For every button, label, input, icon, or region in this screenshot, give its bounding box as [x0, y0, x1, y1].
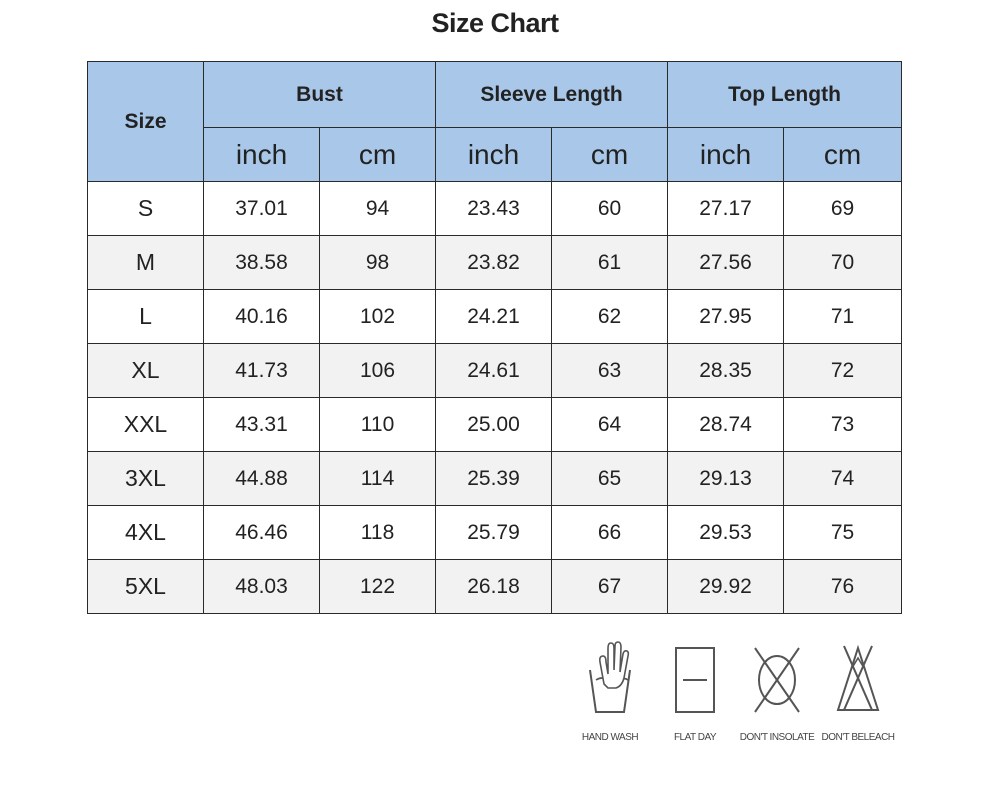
care-item-do-not-bleach [803, 640, 913, 743]
table-cell: 71 [784, 290, 902, 344]
size-cell: 4XL [88, 506, 204, 560]
table-cell: 46.46 [204, 506, 320, 560]
hand-wash-icon [582, 640, 638, 716]
table-cell: 25.00 [436, 398, 552, 452]
table-cell: 60 [552, 182, 668, 236]
care-label: DON'T INSOLATE [739, 732, 815, 743]
table-row [88, 560, 902, 614]
do-not-bleach-icon [830, 640, 886, 716]
table-cell: 65 [552, 452, 668, 506]
unit-header: inch [204, 128, 320, 182]
table-cell: 29.13 [668, 452, 784, 506]
unit-header: inch [436, 128, 552, 182]
table-cell: 118 [320, 506, 436, 560]
table-cell: 62 [552, 290, 668, 344]
table-cell: 48.03 [204, 560, 320, 614]
table-cell: 67 [552, 560, 668, 614]
table-cell: 23.43 [436, 182, 552, 236]
unit-header: cm [320, 128, 436, 182]
header-row-groups [88, 62, 902, 128]
unit-header: cm [552, 128, 668, 182]
care-label: DON'T BELEACH [821, 732, 895, 743]
size-cell: XL [88, 344, 204, 398]
group-header-bust: Bust [204, 62, 436, 128]
table-cell: 38.58 [204, 236, 320, 290]
table-cell: 25.79 [436, 506, 552, 560]
table-cell: 66 [552, 506, 668, 560]
table-cell: 69 [784, 182, 902, 236]
table-body [88, 182, 902, 614]
size-table [87, 61, 902, 614]
table-cell: 94 [320, 182, 436, 236]
table-row [88, 344, 902, 398]
care-label: HAND WASH [581, 732, 639, 743]
table-cell: 114 [320, 452, 436, 506]
size-cell: 5XL [88, 560, 204, 614]
group-header-sleeve-length: Sleeve Length [436, 62, 668, 128]
table-cell: 23.82 [436, 236, 552, 290]
table-cell: 72 [784, 344, 902, 398]
table-cell: 27.17 [668, 182, 784, 236]
table-cell: 28.35 [668, 344, 784, 398]
size-header: Size [88, 62, 204, 182]
table-cell: 29.92 [668, 560, 784, 614]
table-row [88, 398, 902, 452]
table-cell: 75 [784, 506, 902, 560]
header-row-units [88, 128, 902, 182]
table-cell: 74 [784, 452, 902, 506]
table-cell: 64 [552, 398, 668, 452]
table-cell: 73 [784, 398, 902, 452]
unit-header: inch [668, 128, 784, 182]
table-cell: 61 [552, 236, 668, 290]
size-cell: XXL [88, 398, 204, 452]
flat-dry-icon [667, 640, 723, 716]
table-cell: 26.18 [436, 560, 552, 614]
table-cell: 24.21 [436, 290, 552, 344]
table-cell: 25.39 [436, 452, 552, 506]
table-row [88, 236, 902, 290]
table-row [88, 452, 902, 506]
size-cell: 3XL [88, 452, 204, 506]
table-cell: 27.56 [668, 236, 784, 290]
size-cell: L [88, 290, 204, 344]
size-cell: S [88, 182, 204, 236]
table-cell: 70 [784, 236, 902, 290]
unit-header: cm [784, 128, 902, 182]
table-row [88, 290, 902, 344]
table-cell: 29.53 [668, 506, 784, 560]
table-cell: 98 [320, 236, 436, 290]
table-cell: 28.74 [668, 398, 784, 452]
table-cell: 76 [784, 560, 902, 614]
table-cell: 44.88 [204, 452, 320, 506]
table-cell: 37.01 [204, 182, 320, 236]
table-row [88, 506, 902, 560]
size-cell: M [88, 236, 204, 290]
table-cell: 63 [552, 344, 668, 398]
table-cell: 110 [320, 398, 436, 452]
table-cell: 40.16 [204, 290, 320, 344]
table-cell: 102 [320, 290, 436, 344]
table-cell: 41.73 [204, 344, 320, 398]
group-header-top-length: Top Length [668, 62, 902, 128]
do-not-tumble-dry-icon [749, 640, 805, 716]
table-cell: 122 [320, 560, 436, 614]
table-cell: 27.95 [668, 290, 784, 344]
table-cell: 106 [320, 344, 436, 398]
table-cell: 43.31 [204, 398, 320, 452]
care-label: FLAT DAY [673, 732, 717, 743]
table-row [88, 182, 902, 236]
page-title: Size Chart [431, 8, 559, 38]
table-cell: 24.61 [436, 344, 552, 398]
